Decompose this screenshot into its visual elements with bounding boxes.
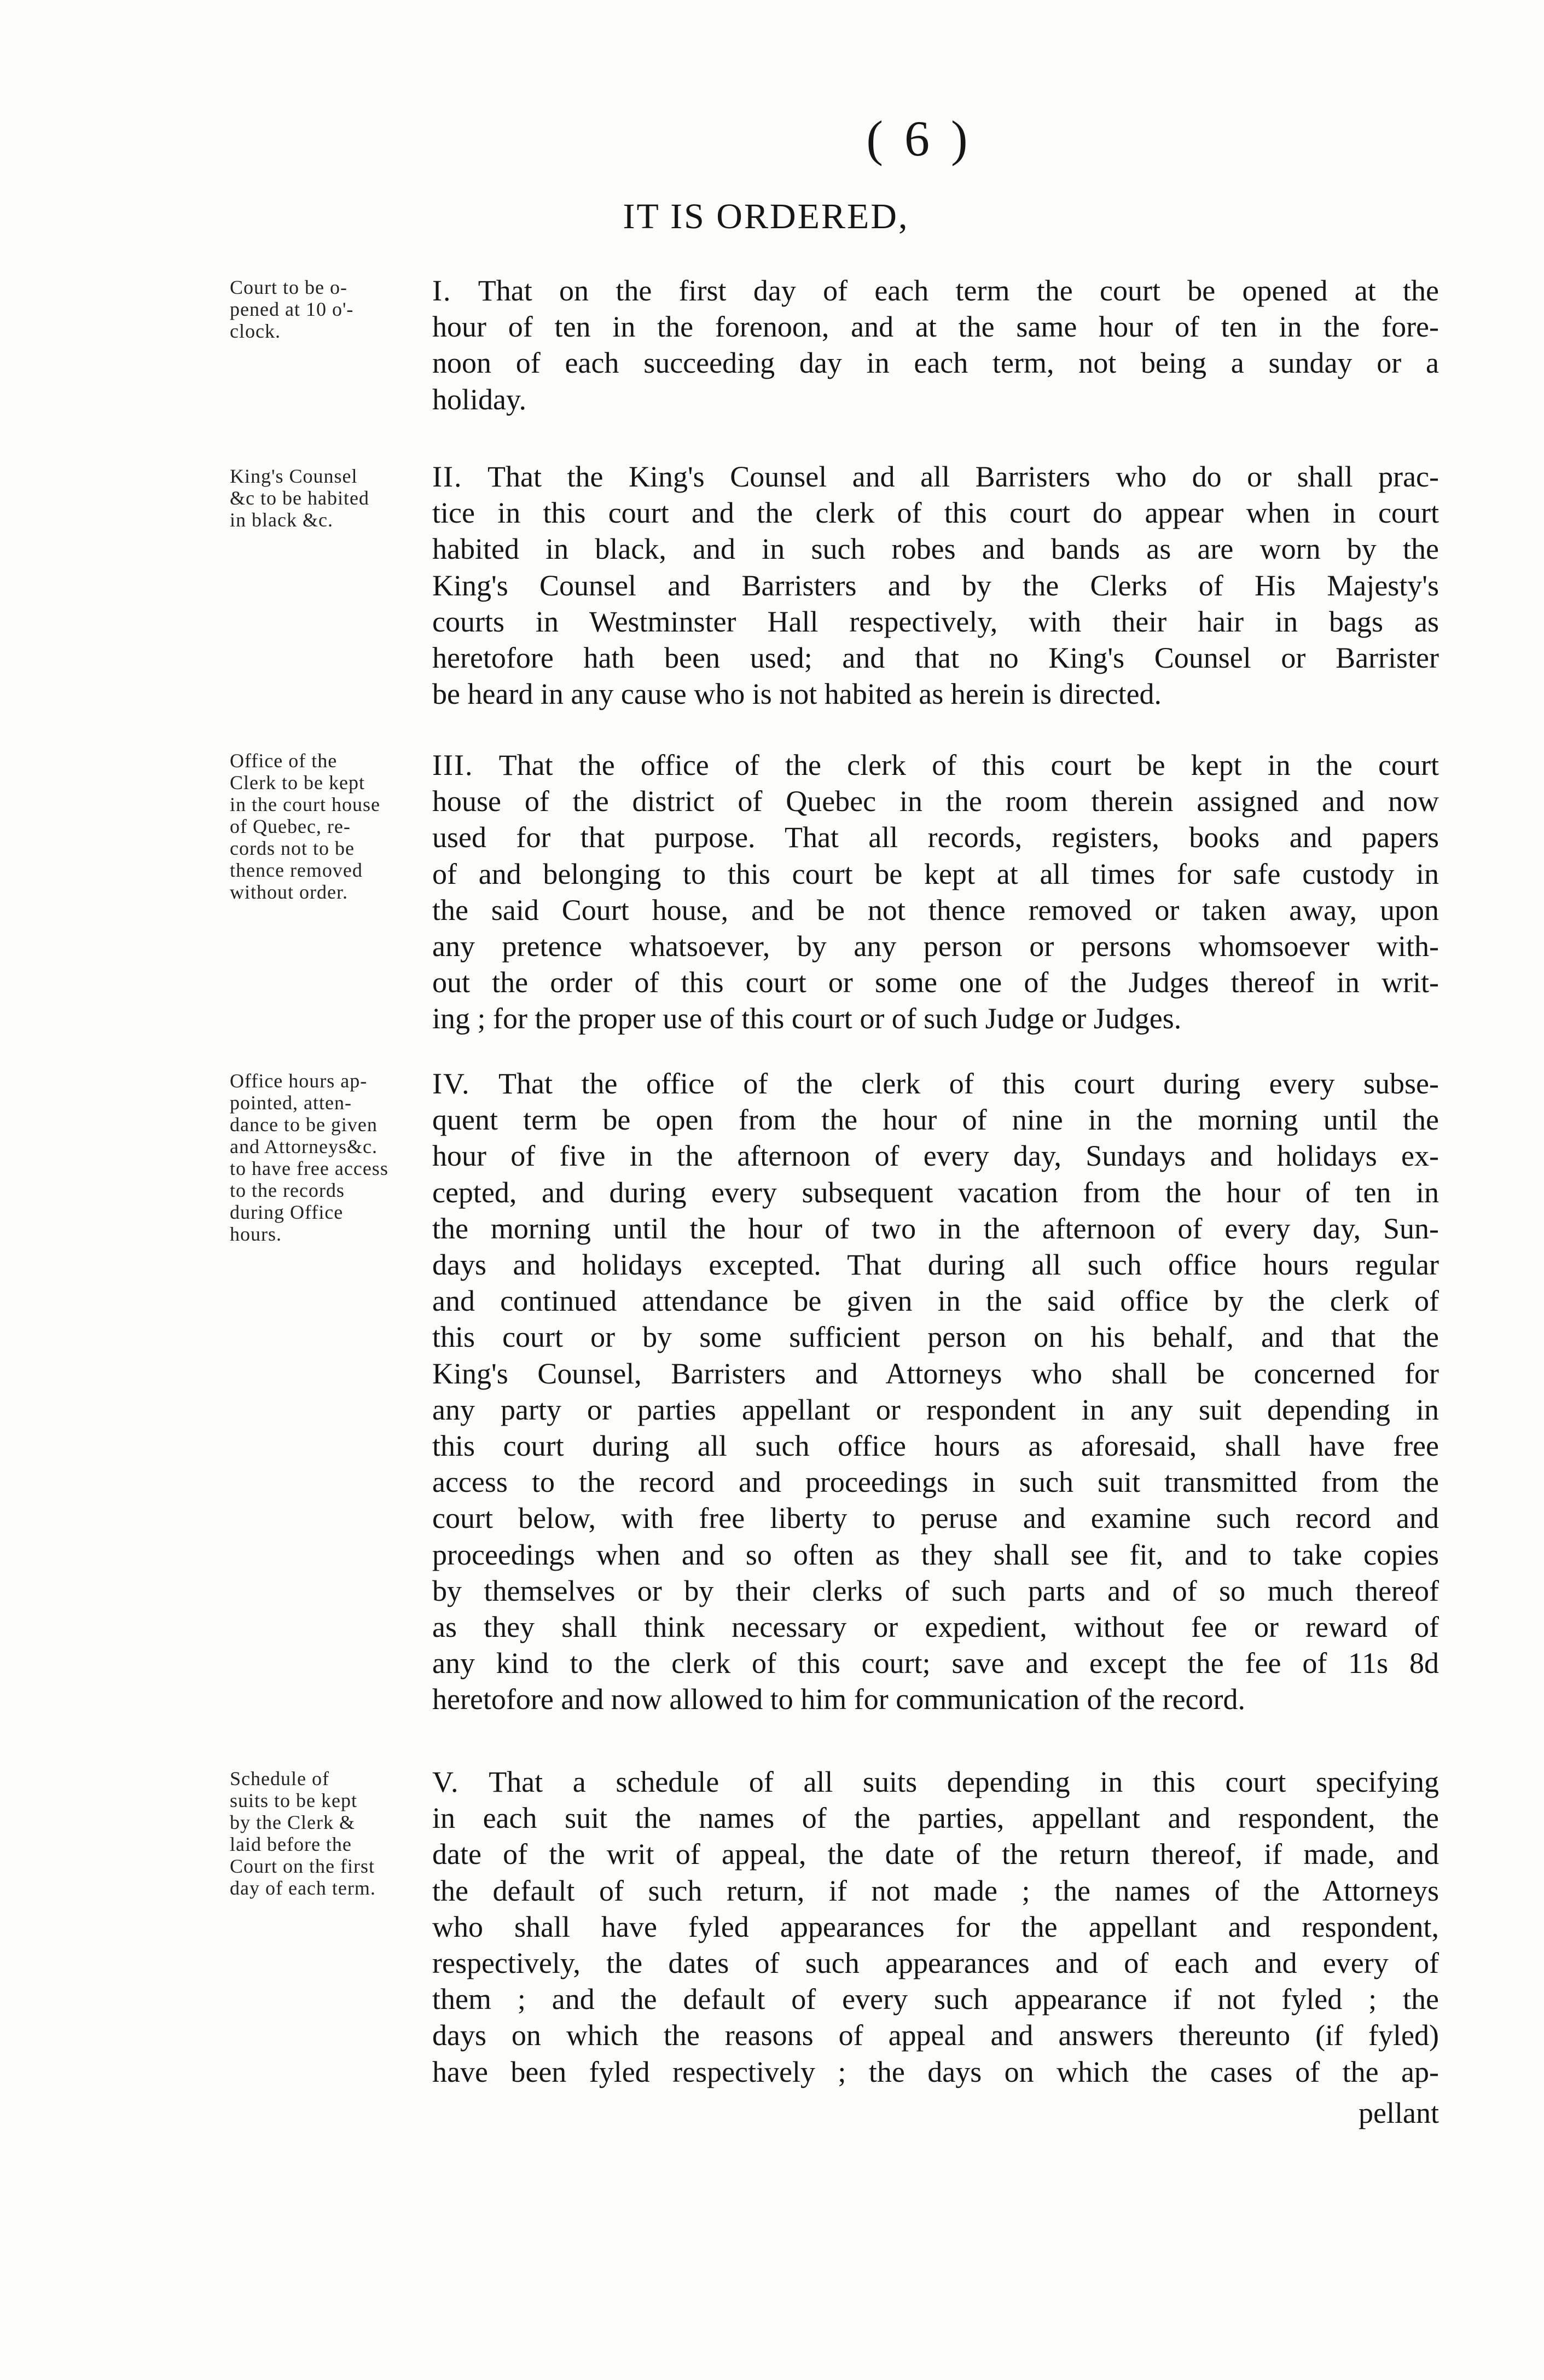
text-line — [432, 1066, 1439, 1102]
text-line: of and belonging to this court be kept at all times for safe custody in — [432, 857, 1439, 890]
margin-note-line: Schedule of — [230, 1768, 329, 1790]
margin-note-line: dance to be given — [230, 1114, 378, 1136]
section-numeral: V. — [432, 1765, 460, 1798]
text-line: the said Court house, and be not thence removed or taken away, upon — [432, 893, 1439, 926]
margin-note-line: to have free access — [230, 1157, 388, 1179]
section-1 — [432, 273, 1439, 418]
margin-note-line: pointed, atten- — [230, 1092, 352, 1114]
text-line-content: That a schedule of all suits depending in this court specifying — [489, 1765, 1439, 1798]
text-line: holiday. — [432, 383, 526, 416]
text-line: any party or parties appellant or respondent in any suit depending in — [432, 1393, 1439, 1426]
margin-note-line: laid before the — [230, 1833, 352, 1855]
heading-it-is-ordered: IT IS ORDERED, — [623, 196, 909, 236]
margin-note-line: to the records — [230, 1179, 345, 1201]
margin-note-line: Court on the first — [230, 1855, 375, 1877]
catchword: pellant — [1359, 2097, 1439, 2129]
margin-note-line: in the court house — [230, 794, 380, 815]
text-line: hour of five in the afternoon of every day, Sundays and holidays ex- — [432, 1139, 1439, 1173]
text-line — [432, 1764, 1439, 1800]
section-3 — [432, 747, 1439, 1037]
margin-note-line: Court to be o- — [230, 276, 347, 298]
text-line: court below, with free liberty to peruse and examine such record and — [432, 1502, 1439, 1535]
text-line-content: That the office of the clerk of this court be kept in the court — [498, 749, 1439, 781]
margin-note-2 — [230, 465, 432, 531]
text-line: King's Counsel and Barristers and by the Clerks of His Majesty's — [432, 569, 1439, 602]
margin-note-line: pened at 10 o'- — [230, 298, 354, 320]
text-line: the default of such return, if not made ; the names of the Attorneys — [432, 1874, 1439, 1907]
text-line: ing ; for the proper use of this court or of such Judge or Judges. — [432, 1002, 1182, 1035]
text-line: days and holidays excepted. That during all such office hours regular — [432, 1248, 1439, 1282]
text-line: heretofore and now allowed to him for communication of the record. — [432, 1683, 1246, 1716]
text-line-content: That on the first day of each term the court be opened at the — [478, 274, 1439, 307]
margin-note-line: of Quebec, re- — [230, 815, 351, 837]
margin-note-line: hours. — [230, 1223, 282, 1245]
text-line: as they shall think necessary or expedient, without fee or reward of — [432, 1611, 1439, 1644]
text-line: be heard in any cause who is not habited as herein is directed. — [432, 677, 1162, 711]
text-line-content: That the office of the clerk of this court during every subse- — [498, 1067, 1439, 1100]
section-numeral: IV. — [432, 1067, 471, 1100]
text-line: by themselves or by their clerks of such parts and of so much thereof — [432, 1574, 1439, 1607]
text-line: used for that purpose. That all records, registers, books and papers — [432, 821, 1439, 854]
margin-note-line: suits to be kept — [230, 1790, 357, 1811]
margin-note-line: thence removed — [230, 859, 363, 881]
text-line: days on which the reasons of appeal and answers thereunto (if fyled) — [432, 2019, 1439, 2052]
text-line: courts in Westminster Hall respectively, with their hair in bags as — [432, 605, 1439, 638]
text-line: the morning until the hour of two in the afternoon of every day, Sun- — [432, 1212, 1439, 1245]
text-line: who shall have fyled appearances for the appellant and respondent, — [432, 1910, 1439, 1943]
margin-note-3 — [230, 750, 432, 903]
margin-note-line: Office of the — [230, 750, 338, 772]
section-numeral: I. — [432, 274, 452, 307]
text-line — [432, 273, 1439, 309]
margin-note-line: &c to be habited — [230, 487, 369, 509]
text-line — [432, 747, 1439, 783]
text-line: quent term be open from the hour of nine in the morning until the — [432, 1103, 1439, 1137]
text-line: any kind to the clerk of this court; save and except the fee of 11s 8d — [432, 1647, 1439, 1680]
text-line: and continued attendance be given in the said office by the clerk of — [432, 1284, 1439, 1318]
margin-note-line: by the Clerk & — [230, 1811, 355, 1833]
margin-note-line: without order. — [230, 881, 348, 903]
text-line: this court during all such office hours as aforesaid, shall have free — [432, 1429, 1439, 1463]
text-line: in each suit the names of the parties, appellant and respondent, the — [432, 1802, 1439, 1835]
section-4 — [432, 1066, 1439, 1718]
margin-note-line: in black &c. — [230, 509, 333, 531]
text-line: King's Counsel, Barristers and Attorneys who shall be concerned for — [432, 1357, 1439, 1390]
margin-note-4 — [230, 1070, 432, 1245]
text-line: tice in this court and the clerk of this court do appear when in court — [432, 496, 1439, 530]
text-line: them ; and the default of every such appearance if not fyled ; the — [432, 1983, 1439, 2016]
text-line-content: That the King's Counsel and all Barristers who do or shall prac- — [487, 460, 1439, 493]
margin-note-line: King's Counsel — [230, 465, 358, 487]
margin-note-1 — [230, 276, 432, 342]
text-line: this court or by some sufficient person on his behalf, and that the — [432, 1321, 1439, 1354]
text-line — [432, 459, 1439, 495]
text-line: access to the record and proceedings in such suit transmitted from the — [432, 1466, 1439, 1499]
text-line: noon of each succeeding day in each term, not being a sunday or a — [432, 346, 1439, 380]
text-line: respectively, the dates of such appearances and of each and every of — [432, 1947, 1439, 1980]
text-line: habited in black, and in such robes and bands as are worn by the — [432, 532, 1439, 566]
text-line: date of the writ of appeal, the date of the return thereof, if made, and — [432, 1838, 1439, 1871]
page-number: ( 6 ) — [866, 111, 972, 166]
text-line: cepted, and during every subsequent vacation from the hour of ten in — [432, 1175, 1439, 1209]
margin-note-line: clock. — [230, 320, 281, 342]
margin-note-line: Office hours ap- — [230, 1070, 368, 1092]
text-line: out the order of this court or some one of the Judges thereof in writ- — [432, 966, 1439, 999]
text-line: heretofore hath been used; and that no King's Counsel or Barrister — [432, 641, 1439, 675]
margin-note-line: day of each term. — [230, 1877, 376, 1899]
section-numeral: III. — [432, 749, 474, 781]
text-line: hour of ten in the forenoon, and at the same hour of ten in the fore- — [432, 310, 1439, 344]
text-line: have been fyled respectively ; the days on which the cases of the ap- — [432, 2055, 1439, 2088]
section-5 — [432, 1764, 1439, 2090]
margin-note-line: cords not to be — [230, 837, 355, 859]
text-line: any pretence whatsoever, by any person or persons whomsoever with- — [432, 930, 1439, 963]
section-numeral: II. — [432, 460, 463, 493]
text-line: house of the district of Quebec in the room therein assigned and now — [432, 785, 1439, 818]
margin-note-5 — [230, 1768, 432, 1899]
margin-note-line: Clerk to be kept — [230, 772, 365, 794]
margin-note-line: during Office — [230, 1201, 344, 1223]
margin-note-line: and Attorneys&c. — [230, 1136, 378, 1157]
section-2 — [432, 459, 1439, 712]
text-line: proceedings when and so often as they shall see fit, and to take copies — [432, 1538, 1439, 1571]
